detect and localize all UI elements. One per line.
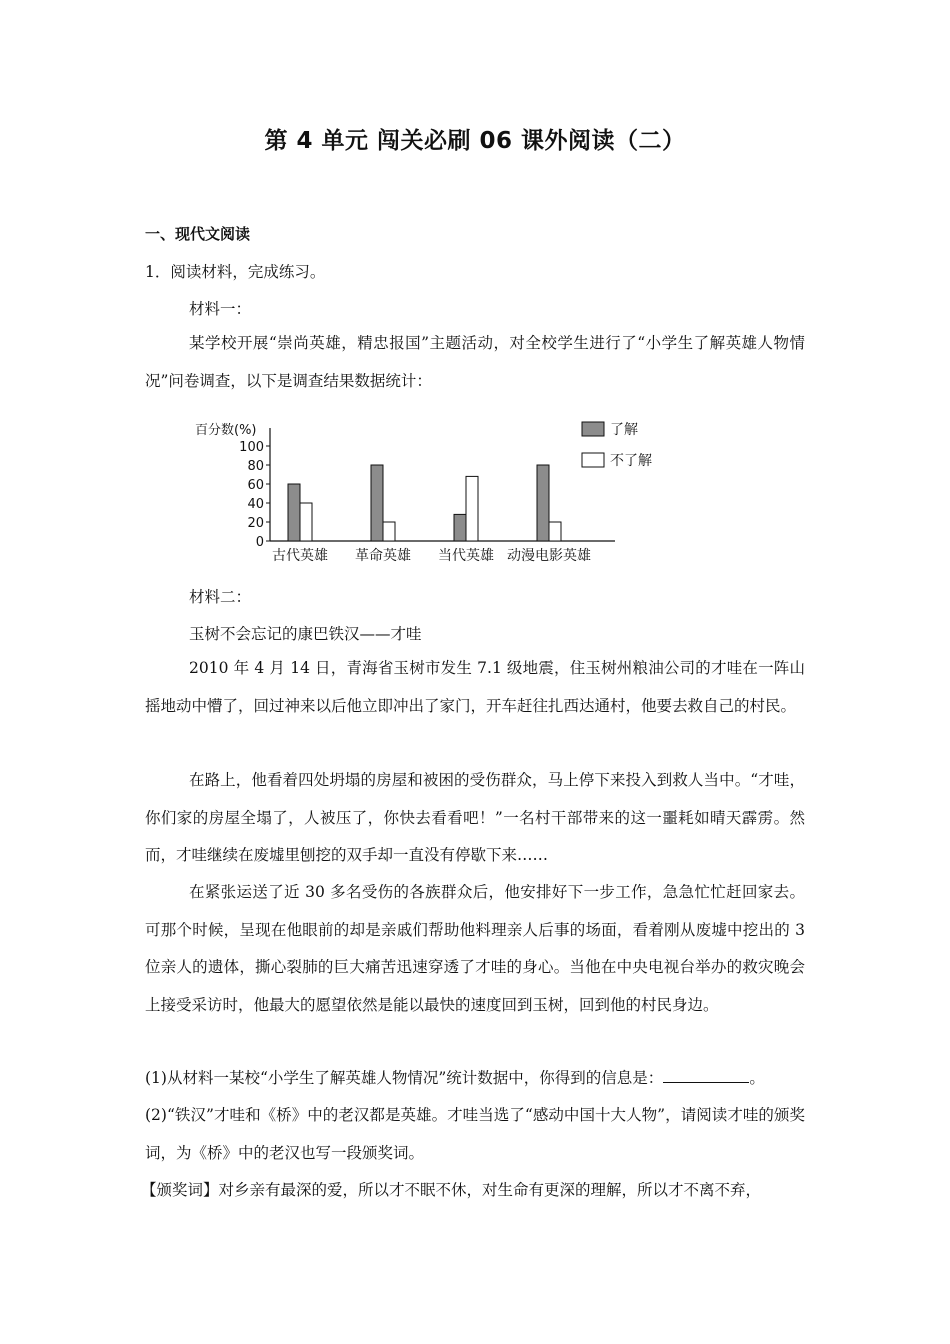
bar-unknown: [549, 522, 561, 541]
material2-label: 材料二：: [189, 588, 252, 606]
bar-unknown: [466, 476, 478, 541]
answer-blank[interactable]: [663, 1068, 749, 1083]
legend-label: 了解: [610, 422, 638, 438]
y-tick-label: 20: [247, 516, 264, 531]
question-2: (2)“铁汉”才哇和《桥》中的老汉都是英雄。才哇当选了“感动中国十大人物”，请阅读才哇的颁奖词，为《桥》中的老汉也写一段颁奖词。: [145, 1106, 805, 1162]
paragraph-2: 在路上，他看着四处坍塌的房屋和被困的受伤群众，马上停下来投入到救人当中。“才哇，你们家的房屋全塌了，人被压了，你快去看看吧！”一名村干部带来的这一噩耗如晴天霹雳。然而，才哇继续在废墟里刨挖的双手却一直没有停歇下来……: [145, 771, 805, 864]
page-title: 第 4 单元 闯关必刷 06 课外阅读（二）: [264, 128, 686, 154]
y-tick-label: 0: [255, 535, 264, 550]
award-text: 【颁奖词】对乡亲有最深的爱，所以才不眠不休，对生命有更深的理解，所以才不离不弃，: [141, 1181, 762, 1199]
material1-text: 某学校开展“崇尚英雄，精忠报国”主题活动，对全校学生进行了“小学生了解英雄人物情况”问卷调查，以下是调查结果数据统计：: [145, 334, 805, 390]
category-label: 动漫电影英雄: [507, 548, 591, 564]
paragraph-1: 2010 年 4 月 14 日，青海省玉树市发生 7.1 级地震，住玉树州粮油公司的才哇在一阵山摇地动中懵了，回过神来以后他立即冲出了家门，开车赶往扎西达通村，他要去救自己的村民。: [145, 659, 805, 715]
bar-known: [537, 465, 549, 541]
section-heading: 一、现代文阅读: [145, 225, 251, 243]
y-tick-label: 80: [247, 459, 264, 474]
bar-chart-svg: [185, 410, 685, 580]
y-tick-label: 60: [247, 478, 264, 493]
bar-known: [288, 484, 300, 541]
y-tick-label: 100: [239, 440, 264, 455]
y-tick-label: 40: [247, 497, 264, 512]
bar-unknown: [383, 522, 395, 541]
bar-unknown: [300, 503, 312, 541]
bar-known: [371, 465, 383, 541]
category-label: 古代英雄: [272, 548, 328, 564]
y-axis-label: 百分数(%): [195, 423, 257, 438]
category-label: 革命英雄: [355, 548, 411, 564]
material2-title: 玉树不会忘记的康巴铁汉——才哇: [189, 625, 422, 643]
material1-label: 材料一：: [189, 300, 252, 318]
question-1-end: 。: [749, 1069, 765, 1087]
legend-swatch: [582, 422, 604, 436]
paragraph-3: 在紧张运送了近 30 多名受伤的各族群众后，他安排好下一步工作，急急忙忙赶回家去。可那个时候，呈现在他眼前的却是亲戚们帮助他料理亲人后事的场面，看着刚从废墟中挖出的 3 位亲人的遗体，撕心裂肺的巨大痛苦迅速穿透了才哇的身心。当他在中央电视台举办的救灾晚会上接受采访时，他最大的愿望依然是能以最快的速度回到玉树，回到他的村民身边。: [145, 883, 805, 1014]
question-intro: 1．阅读材料，完成练习。: [145, 263, 326, 281]
legend-swatch: [582, 453, 604, 467]
question-1-text: (1)从材料一某校“小学生了解英雄人物情况”统计数据中，你得到的信息是：: [145, 1069, 664, 1087]
category-label: 当代英雄: [438, 548, 494, 564]
question-1: [145, 1060, 805, 1098]
bar-chart: [185, 410, 685, 580]
legend-label: 不了解: [610, 453, 652, 469]
bar-known: [454, 514, 466, 541]
